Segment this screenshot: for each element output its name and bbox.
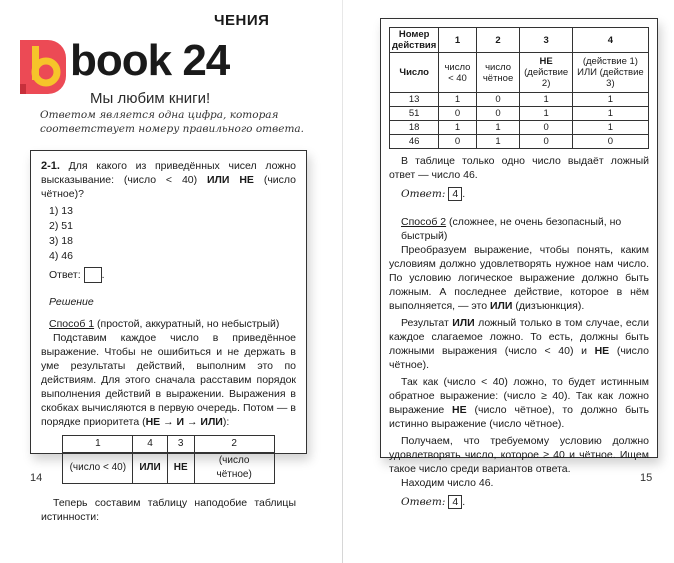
table-cell: 0 xyxy=(476,107,520,121)
method-1-label: Способ 1 xyxy=(49,318,95,330)
bold-op: ИЛИ xyxy=(452,317,475,329)
logo-wordmark: book 24 xyxy=(70,36,230,85)
order-item xyxy=(167,453,194,484)
paragraph-text-end: ): xyxy=(222,416,230,428)
truth-header-step: 4 xyxy=(572,28,648,53)
table-row xyxy=(390,135,649,149)
chapter-heading: ЧЕНИЯ xyxy=(214,12,270,29)
question-text xyxy=(41,159,296,201)
priority-order: НЕ → И → ИЛИ xyxy=(145,416,223,428)
table-cell: 51 xyxy=(390,107,439,121)
table-cell: 1 xyxy=(476,121,520,135)
logo-slogan: Мы любим книги! xyxy=(90,90,211,107)
table-intro-paragraph: Теперь составим таблицу наподобие таблицы истинности: xyxy=(41,497,296,523)
table-cell: 1 xyxy=(572,107,648,121)
answer-value-box: 4 xyxy=(448,187,462,201)
truth-subheader-item xyxy=(520,53,572,93)
truth-header-col1: Номер действия xyxy=(390,28,439,53)
table-cell: 1 xyxy=(439,93,476,107)
truth-header-step: 2 xyxy=(476,28,520,53)
left-task-frame xyxy=(30,150,307,523)
question-text-end: (число чётное)? xyxy=(41,174,296,200)
page-number-left: 14 xyxy=(30,472,43,484)
paragraph-text: Так как (число < 40) ложно, то будет истинным обратное выражение: (число ≥ 40). Так как ложно выражение xyxy=(389,376,649,416)
solution-title: Решение xyxy=(49,296,94,308)
table-cell: 0 xyxy=(520,121,572,135)
method-1-heading xyxy=(49,317,296,331)
book-logo-icon xyxy=(16,40,66,94)
bold-op: НЕ xyxy=(594,345,610,357)
table-cell: 0 xyxy=(439,107,476,121)
option-item: 2) 51 xyxy=(49,220,73,232)
table-cell: 1 xyxy=(520,107,572,121)
table-cell: 18 xyxy=(390,121,439,135)
table-cell: 46 xyxy=(390,135,439,149)
paragraph-text: Подставим каждое число в приведённое выражение. Чтобы не ошибиться и не держать в уме результаты действий, выполним это по действиям. Для этого сначала расставим порядок выполнения действий в выражении. Выражения в скобках вычисляются в первую очередь. Потом — в порядке приоритета ( xyxy=(41,332,296,428)
option-item: 1) 13 xyxy=(49,205,73,217)
question-text-part: Для какого из приведённых чисел ложно высказывание: (число < 40) xyxy=(41,160,296,186)
page-number-right: 15 xyxy=(640,472,653,484)
truth-subheader-col1: Число xyxy=(390,53,439,93)
truth-subheader-op: НЕ xyxy=(539,56,553,67)
option-item: 4) 46 xyxy=(49,250,73,262)
operation-order-table xyxy=(62,435,274,484)
table-cell: 1 xyxy=(439,121,476,135)
truth-subheader-item: число < 40 xyxy=(439,53,476,93)
order-step: 4 xyxy=(133,436,167,453)
order-item-op: ИЛИ xyxy=(139,462,161,473)
book-spine xyxy=(342,0,343,563)
option-item: 3) 18 xyxy=(49,235,73,247)
method-1-paragraph xyxy=(41,331,296,429)
method-2-paragraph-3 xyxy=(389,375,649,431)
order-step: 2 xyxy=(194,436,274,453)
answer-label: Ответ: xyxy=(401,496,446,508)
paragraph-text: Преобразуем выражение, чтобы понять, каким условиям должно удовлетворять нужное нам число. По условию логическое выражение должно быть ложным. А последнее действие, которое в нём выполняется, — это xyxy=(389,244,649,312)
right-solution-frame xyxy=(380,18,658,508)
paragraph-text-end: (число чётное), то должно быть истинно выражение (число чётное). xyxy=(389,404,649,430)
truth-subheader-item: число чётное xyxy=(476,53,520,93)
paragraph-text-end: (число чётное). xyxy=(389,345,649,371)
answer-line-1: Ответ: 4 . xyxy=(401,188,466,200)
method-2-paragraph-4: Получаем, что требуемому условию должно удовлетворять число, которое ≥ 40 и чётное. Ищем такое число среди вариантов ответа. xyxy=(389,435,649,475)
answer-line-2: Ответ: 4 . xyxy=(401,496,466,508)
table-cell: 1 xyxy=(476,135,520,149)
truth-header-step: 3 xyxy=(520,28,572,53)
table-cell: 13 xyxy=(390,93,439,107)
table-cell: 0 xyxy=(439,135,476,149)
table-row xyxy=(390,107,649,121)
order-item: (число чётное) xyxy=(194,453,274,484)
answer-options xyxy=(41,204,296,264)
order-step: 3 xyxy=(167,436,194,453)
order-item xyxy=(133,453,167,484)
method-2-paragraph-1 xyxy=(389,243,649,313)
bold-op: ИЛИ xyxy=(489,300,513,312)
question-operators: ИЛИ НЕ xyxy=(207,174,254,186)
truth-header-step: 1 xyxy=(439,28,476,53)
table-cell: 1 xyxy=(520,93,572,107)
truth-subheader-note: (действие 2) xyxy=(524,67,569,89)
question-number: 2-1. xyxy=(41,160,60,172)
answer-row: Ответ: . xyxy=(49,269,105,281)
method-2-paragraph-5: Находим число 46. xyxy=(401,477,494,489)
answer-value-box: 4 xyxy=(448,495,462,509)
truth-subheader-item: (действие 1) ИЛИ (действие 3) xyxy=(572,53,648,93)
bold-op: НЕ xyxy=(452,404,467,416)
paragraph-text-end: (дизъюнкция). xyxy=(512,300,585,312)
order-item: (число < 40) xyxy=(63,453,133,484)
table-cell: 0 xyxy=(572,135,648,149)
table-cell: 1 xyxy=(572,93,648,107)
order-step: 1 xyxy=(63,436,133,453)
answer-blank-box xyxy=(84,267,102,283)
table-row xyxy=(390,93,649,107)
table-cell: 0 xyxy=(520,135,572,149)
paragraph-text: ложный только в том случае, если каждое слагаемое ложно. То есть, должны быть ложными выражения (число < 40) и xyxy=(389,317,649,357)
method-2-heading xyxy=(401,215,649,243)
method-1-note: (простой, аккуратный, но небыстрый) xyxy=(94,318,280,330)
answer-instruction: Ответом является одна цифра, которая соответствует номеру правильного ответа. xyxy=(40,109,304,135)
answer-label: Ответ: xyxy=(49,269,81,281)
method-2-label: Способ 2 xyxy=(401,216,447,228)
truth-table xyxy=(389,27,649,149)
table-row xyxy=(390,121,649,135)
order-item-op: НЕ xyxy=(173,462,188,473)
method-2-paragraph-2 xyxy=(389,316,649,372)
table-cell: 0 xyxy=(476,93,520,107)
paragraph-text: Результат xyxy=(401,317,453,329)
method-2-note: (сложнее, не очень безопасный, но быстрый) xyxy=(401,216,622,242)
answer-label: Ответ: xyxy=(401,188,446,200)
table-cell: 1 xyxy=(572,121,648,135)
after-table-text: В таблице только одно число выдаёт ложный ответ — число 46. xyxy=(389,155,649,181)
